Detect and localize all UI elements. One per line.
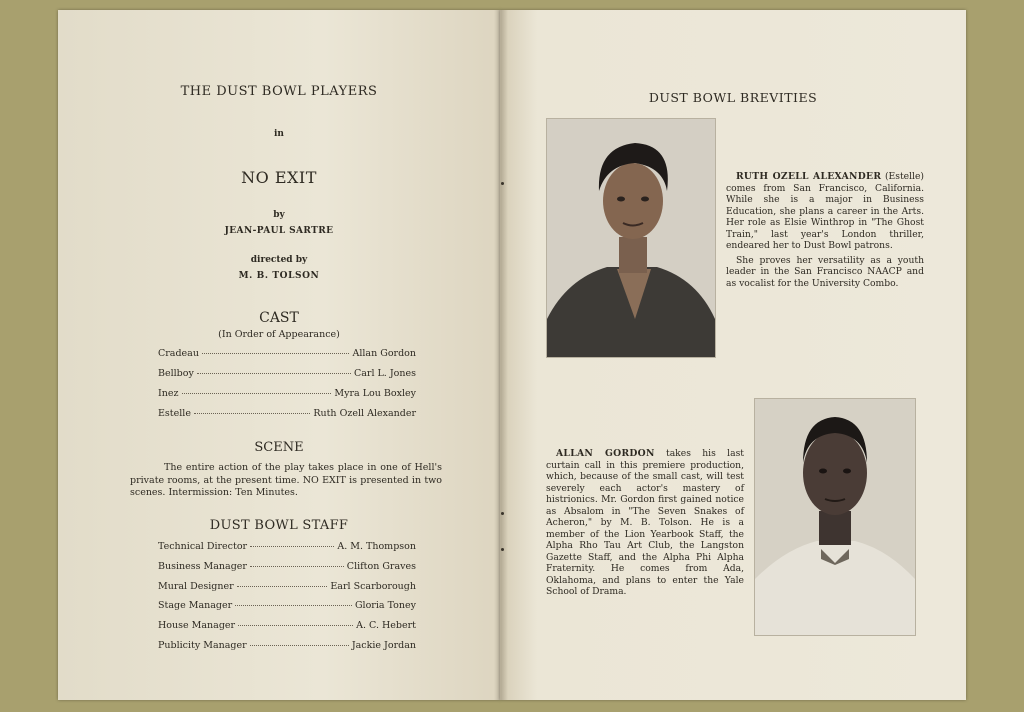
- play-title: NO EXIT: [241, 168, 317, 187]
- allan-bio: [546, 448, 744, 598]
- staff-role: House Manager: [158, 620, 236, 631]
- staple-mark: [501, 512, 504, 515]
- staff-role: Publicity Manager: [158, 640, 247, 651]
- program-left-page: [58, 10, 500, 700]
- cast-row: [158, 388, 416, 399]
- leader-dots: [250, 645, 349, 646]
- company-name: THE DUST BOWL PLAYERS: [180, 84, 378, 99]
- staff-role: Stage Manager: [158, 600, 233, 611]
- cast-actor: Ruth Ozell Alexander: [313, 408, 416, 419]
- cast-role: Estelle: [158, 408, 191, 419]
- staff-name: A. C. Hebert: [356, 620, 416, 631]
- ruth-bio: [726, 171, 924, 292]
- cast-role: Inez: [158, 388, 179, 399]
- allan-bio-paragraph: takes his last curtain call in this premiere production, which, because of the small cast, will test severely each actor's mastery of histrionics. Mr. Gordon first gained notice as Absalom in "The Seven Snakes of Acheron," by M. B. Tolson. He is a member of the Lion Yearbook Staff, the Alpha Rho Tau Art Club, the Langston Gazette Staff, and the Alpha Phi Alpha Fraternity. He comes from Ada, Oklahoma, and plans to enter the Yale School of Drama.: [546, 448, 744, 597]
- leader-dots: [182, 393, 332, 394]
- cast-actor: Carl L. Jones: [353, 368, 416, 379]
- staff-role: Technical Director: [158, 541, 248, 552]
- leader-dots: [235, 605, 352, 606]
- staff-row: [158, 600, 416, 611]
- cast-heading: CAST: [259, 310, 299, 326]
- cast-role: Cradeau: [158, 348, 199, 359]
- cast-row: [158, 348, 416, 359]
- leader-dots: [250, 546, 334, 547]
- portrait-woman-icon: [547, 119, 715, 357]
- staff-name: A. M. Thompson: [337, 541, 416, 552]
- leader-dots: [202, 353, 350, 354]
- leader-dots: [197, 373, 351, 374]
- cast-row: [158, 368, 416, 379]
- by-label: by: [273, 210, 285, 220]
- ruth-role-note: (Estelle): [884, 171, 925, 182]
- allan-portrait-photo: [754, 398, 916, 636]
- author-name: JEAN-PAUL SARTRE: [224, 226, 334, 236]
- staff-name: Clifton Graves: [346, 561, 416, 572]
- program-right-page: [500, 10, 966, 700]
- directed-by-label: directed by: [250, 255, 308, 265]
- leader-dots: [250, 566, 344, 567]
- scene-description: The entire action of the play takes place in one of Hell's private rooms, at the present time. NO EXIT is presented in two scenes. Intermission: Ten Minutes.: [130, 462, 442, 498]
- staff-name: Gloria Toney: [354, 600, 416, 611]
- portrait-man-icon: [755, 399, 915, 635]
- cast-note: (In Order of Appearance): [218, 329, 340, 340]
- leader-dots: [237, 586, 328, 587]
- staff-name: Jackie Jordan: [351, 640, 416, 651]
- ruth-bio-paragraph-1: comes from San Francisco, California. While she is a major in Business Education, she plans a career in the Arts. Her role as Elsie Winthrop in "The Ghost Train," last year's London thriller, endeared her to Dust Bowl patrons.: [726, 182, 924, 251]
- staff-row: [158, 561, 416, 572]
- staff-heading: DUST BOWL STAFF: [209, 518, 349, 533]
- staff-role: Mural Designer: [158, 581, 234, 592]
- ruth-portrait-photo: [546, 118, 716, 358]
- allan-name: ALLAN GORDON: [556, 448, 655, 459]
- brevities-heading: DUST BOWL BREVITIES: [648, 90, 818, 105]
- director-name: M. B. TOLSON: [238, 271, 320, 281]
- ruth-name: RUTH OZELL ALEXANDER: [736, 171, 882, 182]
- staff-row: [158, 581, 416, 592]
- leader-dots: [238, 625, 353, 626]
- staple-mark: [501, 548, 504, 551]
- ruth-bio-paragraph-2: She proves her versatility as a youth leader in the San Francisco NAACP and as vocalist for the University Combo.: [726, 254, 924, 289]
- cast-actor: Allan Gordon: [352, 348, 416, 359]
- book-spine: [494, 10, 508, 700]
- staff-role: Business Manager: [158, 561, 247, 572]
- staff-row: [158, 620, 416, 631]
- staff-row: [158, 541, 416, 552]
- cast-row: [158, 408, 416, 419]
- staff-name: Earl Scarborough: [330, 581, 416, 592]
- in-label: in: [274, 129, 284, 139]
- leader-dots: [194, 413, 310, 414]
- staple-mark: [501, 182, 504, 185]
- scene-heading: SCENE: [254, 440, 304, 455]
- cast-role: Bellboy: [158, 368, 194, 379]
- cast-actor: Myra Lou Boxley: [334, 388, 416, 399]
- staff-row: [158, 640, 416, 651]
